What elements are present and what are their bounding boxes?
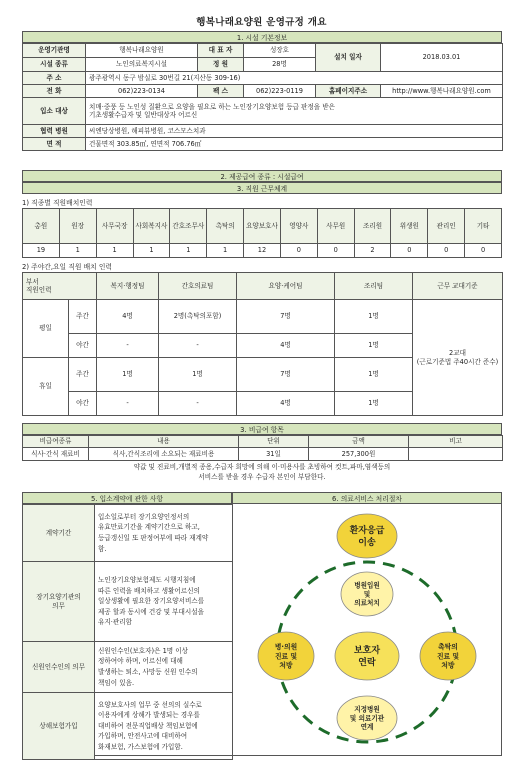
cell: 4명 <box>237 334 335 358</box>
staff-col-value: 1 <box>96 244 133 258</box>
night-label: 야간 <box>69 334 97 358</box>
cell: 7명 <box>237 358 335 392</box>
basic-info-table <box>22 43 503 151</box>
cell: 1명 <box>335 334 413 358</box>
nonbenefit-note: 약값 및 진료비,개별적 종용,수급자 희망에 의해 이·미용사를 초빙하여 컷트,파마,염색등의 서비스를 받을 경우 수급자 본인이 부담한다. <box>133 463 391 482</box>
cell: 31일 <box>239 448 309 461</box>
contract-text <box>95 693 233 760</box>
shift-value: 2교대 (근로기준법 주40시간 준수) <box>413 300 503 416</box>
staff-col-header: 영양사 <box>280 209 317 244</box>
homepage-label: 홈페이지주소 <box>316 85 381 98</box>
dept-label: 부서 직원인력 <box>23 273 97 300</box>
staff-col-header: 요양보호사 <box>244 209 281 244</box>
staff-col-value: 1 <box>133 244 170 258</box>
area-value: 건물면적 303.85㎡, 연면적 706.76㎡ <box>86 138 503 151</box>
day-label: 주간 <box>69 358 97 392</box>
cell: 1명 <box>97 358 159 392</box>
cell: 1명 <box>335 358 413 392</box>
contract-line: 이용자에게 상해가 발생되는 경우를 <box>98 711 200 720</box>
weekday-label: 평일 <box>23 300 69 358</box>
cell: - <box>159 392 237 416</box>
section-header-medical: 6. 의료서비스 처리절차 <box>232 492 502 504</box>
section-header-benefit: 2. 제공급여 종류 : 시설급여 <box>22 170 502 182</box>
hospital-node-text: 및 <box>363 590 371 599</box>
contract-line: 유효만료기간을 계약기간으로 하고, <box>98 523 200 532</box>
contract-label: 상해보험가입 <box>23 693 95 760</box>
tel-value: 062)223-0134 <box>86 85 198 98</box>
contract-line: 따른 인력을 배치하고 생활어르신의 <box>98 586 200 595</box>
col-type: 비급여종류 <box>23 436 89 448</box>
cell: 257,300원 <box>309 448 409 461</box>
cell: 1명 <box>159 358 237 392</box>
section-header-nonbenefit: 3. 비급여 항목 <box>22 423 502 435</box>
col-care: 요양·케어팀 <box>237 273 335 300</box>
admission-value: 치매·중풍 등 노인성 질환으로 요양을 필요로 하는 노인장기요양보험 등급 판정을 받은 기초생활수급자 및 일반대상자 어르신 <box>86 98 503 125</box>
staff-col-header: 위생원 <box>391 209 428 244</box>
ceo-value: 성장호 <box>244 44 316 58</box>
staff-col-value: 12 <box>244 244 281 258</box>
cell: 4명 <box>97 300 159 334</box>
section-header-basic-info: 1. 시설 기본정보 <box>22 31 502 43</box>
est-value: 2018.03.01 <box>381 44 503 72</box>
contract-line: 노인장기요양보험제도 시행지침에 <box>98 576 196 585</box>
contract-line: 유지·관리함 <box>98 618 132 627</box>
staff-col-header: 기타 <box>465 209 502 244</box>
col-note: 비고 <box>409 436 503 448</box>
guardian-node-text: 연락 <box>358 658 376 669</box>
col-cook: 조리팀 <box>335 273 413 300</box>
address-label: 주 소 <box>23 72 86 85</box>
cell: - <box>159 334 237 358</box>
homepage-link[interactable]: http://www.행복나래요양원.com <box>381 85 503 98</box>
capacity-value: 28명 <box>244 58 316 72</box>
emergency-node-text: 환자응급 <box>349 526 385 537</box>
staff-col-value: 1 <box>170 244 207 258</box>
staff-col-value: 0 <box>280 244 317 258</box>
staff-count-table <box>22 208 502 258</box>
contract-line: 책임이 있음. <box>98 678 135 687</box>
cell: 1명 <box>335 392 413 416</box>
emergency-node-text: 이송 <box>358 538 376 549</box>
col-admin: 복지·행정팀 <box>97 273 159 300</box>
capacity-label: 정 원 <box>198 58 244 72</box>
fax-label: 팩 스 <box>198 85 244 98</box>
clinic-node-text: 병·의원 <box>274 643 298 652</box>
contract-text <box>95 642 233 693</box>
address-value: 광주광역시 동구 밤실로 30번길 21(지산동 309-16) <box>86 72 503 85</box>
contract-line: 대비하여 전문직업배상 책임보험에 <box>98 721 198 730</box>
cell: 7명 <box>237 300 335 334</box>
contract-text <box>95 562 233 642</box>
col-nurse: 간호의료팀 <box>159 273 237 300</box>
cell: 식사·간식 재료비 <box>23 448 89 461</box>
operator-label: 운영기관명 <box>23 44 86 58</box>
hospital-label: 협력 병원 <box>23 125 86 138</box>
col-shift: 근무 교대기준 <box>413 273 503 300</box>
holiday-label: 휴일 <box>23 358 69 416</box>
staff-col-value: 1 <box>207 244 244 258</box>
section-header-contract: 5. 입소계약에 관한 사항 <box>22 492 232 504</box>
contract-label: 계약기간 <box>23 505 95 562</box>
staff-col-header: 총원 <box>23 209 60 244</box>
staff-col-value: 0 <box>317 244 354 258</box>
staff-col-header: 원장 <box>59 209 96 244</box>
staff-sub1: 1) 직종별 직원배치인력 <box>22 199 93 207</box>
staff-col-header: 관리인 <box>428 209 465 244</box>
shift-table <box>22 272 503 416</box>
staff-col-value: 0 <box>428 244 465 258</box>
col-amount: 금액 <box>309 436 409 448</box>
col-content: 내용 <box>89 436 239 448</box>
admission-label: 입소 대상 <box>23 98 86 125</box>
contract-label: 장기요양기관의 의무 <box>23 562 95 642</box>
contract-line: 제공 할과 동시에 건강 및 부대시설을 <box>98 607 205 616</box>
contract-label: 신원인수인의 의무 <box>23 642 95 693</box>
designated-hospital-node-text: 및 의료기관 <box>349 714 385 723</box>
doctor-node-text: 촉탁의 <box>438 643 458 652</box>
ceo-label: 대 표 자 <box>198 44 244 58</box>
type-label: 시설 종류 <box>23 58 86 72</box>
staff-col-value: 0 <box>391 244 428 258</box>
medical-procedure-diagram <box>234 506 500 754</box>
staff-col-header: 간호조무사 <box>170 209 207 244</box>
fax-value: 062)223-0119 <box>244 85 316 98</box>
nonbenefit-table <box>22 435 503 461</box>
doctor-node-text: 처방 <box>441 661 455 670</box>
contract-line: 요양보호사의 업무 중 선의의 실수로 <box>98 700 202 709</box>
staff-col-value: 0 <box>465 244 502 258</box>
guardian-node-text: 보호자 <box>353 646 381 657</box>
designated-hospital-node-text: 지정병원 <box>354 705 380 714</box>
contract-line: 등급갱신일 또 판정여부에 따라 재계약 <box>98 534 209 542</box>
est-label: 설치 일자 <box>316 44 381 72</box>
col-unit: 단위 <box>239 436 309 448</box>
operator-value: 행복나래요양원 <box>86 44 198 58</box>
staff-col-header: 사무국장 <box>96 209 133 244</box>
contract-line: 정하여야 하며, 어르신에 대해 <box>98 657 183 666</box>
cell: 2명(촉탁의포함) <box>159 300 237 334</box>
day-label: 주간 <box>69 300 97 334</box>
cell: - <box>97 334 159 358</box>
contract-line: 함. <box>98 544 107 553</box>
staff-sub2: 2) 주야간,요일 직원 배치 인력 <box>22 263 113 271</box>
cell: 식사,간식조리에 소요되는 재료비용 <box>89 448 239 461</box>
tel-label: 전 화 <box>23 85 86 98</box>
staff-col-header: 조리원 <box>354 209 391 244</box>
cell: 4명 <box>237 392 335 416</box>
contract-line: 입소일로부터 장기요양인정서의 <box>98 512 190 521</box>
contract-table <box>22 504 233 760</box>
hospital-value: 씨엔당상병원, 해피뷰병원, 코스모스치과 <box>86 125 503 138</box>
contract-line: 발생하는 퇴소, 사망등 신원 인수의 <box>98 668 198 676</box>
contract-line: 화재보험, 가스보험에 가입함. <box>98 742 183 751</box>
contract-line: 가입하며, 안전사고에 대비하여 <box>98 732 188 741</box>
hospital-node-text: 의료처치 <box>354 599 380 608</box>
cell: - <box>97 392 159 416</box>
doctor-node-text: 진료 및 <box>436 652 460 661</box>
staff-col-value: 1 <box>59 244 96 258</box>
page-title: 행복나래요양원 운영규정 개요 <box>196 17 327 28</box>
area-label: 면 적 <box>23 138 86 151</box>
staff-col-value: 19 <box>23 244 60 258</box>
contract-line: 일상생활에 필요한 장기요양서비스를 <box>98 597 205 606</box>
section-header-staff: 3. 직원 근무체계 <box>22 182 502 194</box>
staff-col-header: 촉탁의 <box>207 209 244 244</box>
staff-col-header: 사무원 <box>317 209 354 244</box>
hospital-node-text: 병원입원 <box>354 581 380 590</box>
contract-line: 신원인수인(보호자)은 1명 이상 <box>98 646 188 655</box>
night-label: 야간 <box>69 392 97 416</box>
clinic-node-text: 진료 및 <box>274 652 298 661</box>
cell <box>409 448 503 461</box>
contract-text <box>95 505 233 562</box>
staff-col-value: 2 <box>354 244 391 258</box>
type-value: 노인의료복지시설 <box>86 58 198 72</box>
designated-hospital-node-text: 연계 <box>360 723 374 732</box>
cell: 1명 <box>335 300 413 334</box>
staff-col-header: 사회복지사 <box>133 209 170 244</box>
clinic-node-text: 처방 <box>279 661 293 670</box>
